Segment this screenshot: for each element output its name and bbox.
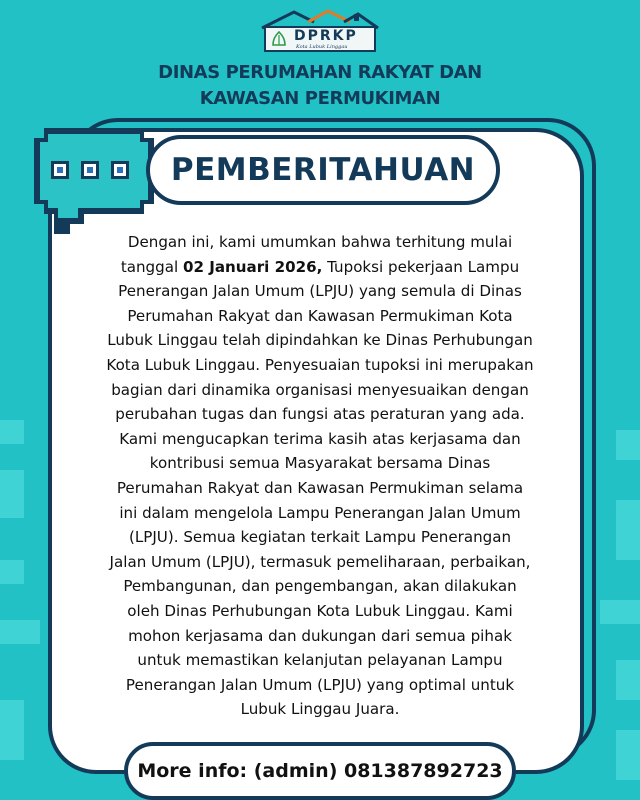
body-line-16: oleh Dinas Perhubungan Kota Lubuk Linggau. Kami (127, 601, 513, 620)
bubble-dot-3 (114, 164, 126, 176)
effective-date: 02 Januari 2026, (182, 257, 323, 276)
body-line-8: perubahan tugas dan fungsi atas peraturan yang ada. (115, 405, 525, 424)
bubble-dot-2 (84, 164, 96, 176)
body-line-15: Pembangunan, dan pengembangan, akan dilakukan (123, 577, 517, 596)
body-line-14: Jalan Umum (LPJU), termasuk pemeliharaan, perbaikan, (109, 552, 531, 571)
body-line-10: kontribusi semua Masyarakat bersama Dinas (149, 454, 491, 473)
announcement-body (78, 230, 562, 722)
body-line-18: untuk memastikan kelanjutan pelayanan Lampu (137, 651, 503, 670)
body-line-9: Kami mengucapkan terima kasih atas kerjasama dan (119, 429, 521, 448)
body-line-19: Penerangan Jalan Umum (LPJU) yang optimal untuk (125, 675, 515, 694)
leaf-emblem-icon (270, 30, 288, 48)
agency-name-line2: KAWASAN PERMUKIMAN (199, 88, 441, 109)
body-line-11: Perumahan Rakyat dan Kawasan Permukiman selama (116, 478, 524, 497)
body-line-5: Lubuk Linggau telah dipindahkan ke Dinas Perhubungan (107, 331, 533, 350)
agency-name-line1: DINAS PERUMAHAN RAKYAT DAN (158, 62, 482, 83)
logo-box (264, 26, 376, 52)
body-line-6: Kota Lubuk Linggau. Penyesuaian tupoksi ini merupakan (106, 355, 534, 374)
body-line-13: (LPJU). Semua kegiatan terkait Lampu Penerangan (128, 528, 512, 547)
contact-info: More info: (admin) 081387892723 (137, 760, 503, 782)
contact-pill (124, 742, 516, 800)
logo-name: DPRKP (294, 28, 358, 44)
body-line-20: Lubuk Linggau Juara. (240, 700, 400, 719)
title-pill (146, 135, 500, 205)
speech-bubble-icon (34, 128, 154, 238)
dprkp-logo (258, 8, 382, 54)
body-line-1: Dengan ini, kami umumkan bahwa terhitung mulai (127, 233, 513, 251)
body-line-12: ini dalam mengelola Lampu Penerangan Jalan Umum (119, 503, 521, 522)
body-line-7: bagian dari dinamika organisasi menyesuaikan dengan (111, 380, 529, 399)
body-line-4: Perumahan Rakyat dan Kawasan Permukiman Kota (127, 306, 513, 325)
logo-subtitle: Kota Lubuk Linggau (296, 44, 348, 50)
body-line-3: Penerangan Jalan Umum (LPJU) yang semula di Dinas (118, 282, 522, 301)
body-line-17: mohon kerjasama dan dukungan dari semua pihak (128, 626, 512, 645)
bubble-dot-1 (54, 164, 66, 176)
body-line-2: tanggal 02 Januari 2026, Tupoksi pekerjaan Lampu (120, 257, 520, 276)
page-title: PEMBERITAHUAN (170, 152, 476, 188)
